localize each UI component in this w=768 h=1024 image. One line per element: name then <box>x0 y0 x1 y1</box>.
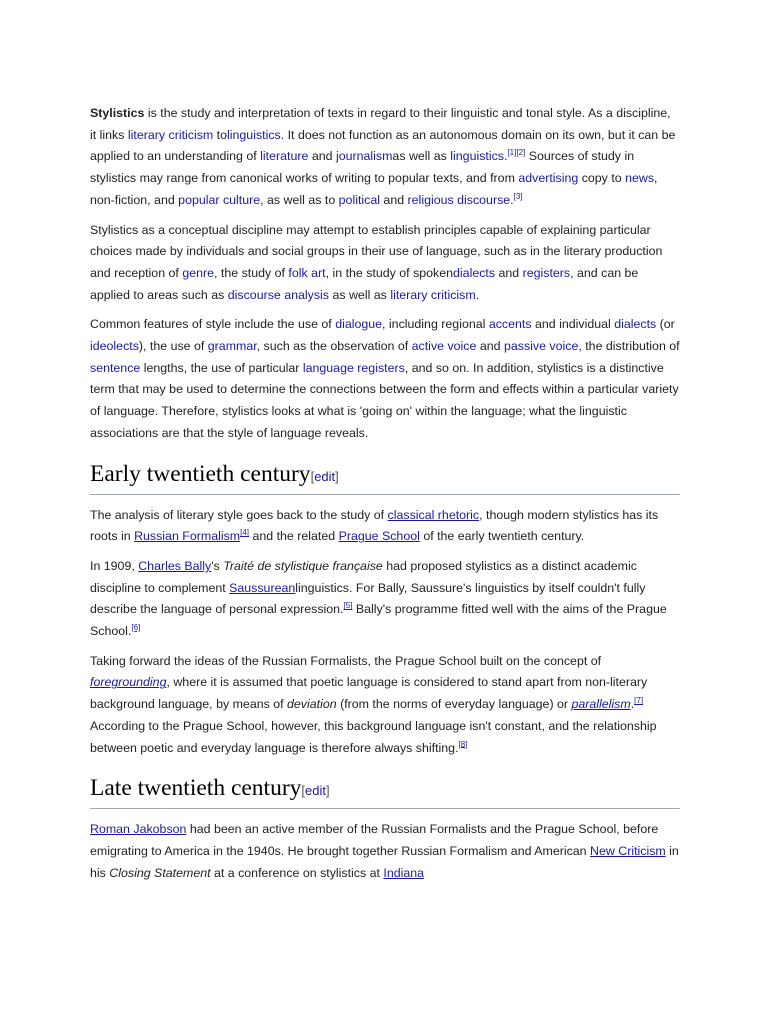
reference-2[interactable]: [2] <box>516 148 526 158</box>
edit-link[interactable]: edit <box>314 468 336 484</box>
reference-7[interactable]: [7] <box>634 696 644 706</box>
link-advertising[interactable]: advertising <box>518 171 579 186</box>
link-russian-formalism[interactable]: Russian Formalism <box>134 529 241 544</box>
link-text: foregrounding <box>90 675 167 690</box>
term-bold: Stylistics <box>90 106 145 120</box>
link-genre[interactable]: genre <box>182 265 215 280</box>
reference-1[interactable]: [1] <box>507 148 517 158</box>
link-literary-criticism-2[interactable]: literary criticism <box>390 287 476 302</box>
text: , non-fiction, and <box>90 171 658 207</box>
paragraph-jakobson <box>90 819 680 884</box>
link-popular-culture[interactable]: popular culture <box>178 192 261 207</box>
text: and individual <box>531 317 615 332</box>
link-journalism[interactable]: journalism <box>335 149 393 164</box>
article-body <box>90 103 680 892</box>
link-grammar[interactable]: grammar <box>207 339 257 354</box>
text: , where it is assumed that poetic language is considered to stand apart from non-literary background language, by means of <box>90 675 648 712</box>
link-literature[interactable]: literature <box>260 149 309 164</box>
link-indiana[interactable]: Indiana <box>383 865 425 880</box>
bracket: ] <box>335 468 339 484</box>
text: copy to <box>578 171 626 186</box>
link-news[interactable]: news <box>625 171 655 186</box>
text: . <box>504 149 508 164</box>
text: , in the study of spoken <box>325 265 454 280</box>
text: and <box>379 192 408 207</box>
text: , and so on. In addition, stylistics is a distinctive term that may be used to determine the connections between the form and effects within a particular variety of language. Therefore, stylistics looks at what is 'going on' within the language; what the linguistic associations are that the style of language reveals. <box>90 360 679 440</box>
link-discourse-analysis[interactable]: discourse analysis <box>227 287 330 302</box>
link-dialects[interactable]: dialects <box>453 265 496 280</box>
link-charles-bally[interactable]: Charles Bally <box>138 558 212 573</box>
intro-paragraph <box>90 103 680 212</box>
text: , though modern stylistics has its roots in <box>90 507 659 544</box>
text: as well as <box>329 287 391 302</box>
italic-title: Closing Statement <box>109 865 211 880</box>
paragraph-analysis <box>90 505 680 548</box>
link-foregrounding[interactable] <box>90 675 166 689</box>
text: to <box>213 127 228 142</box>
text: ), the use of <box>138 339 208 354</box>
link-dialogue[interactable]: dialogue <box>335 317 383 332</box>
link-religious-discourse[interactable]: religious discourse <box>407 192 511 207</box>
text: (or <box>656 317 675 332</box>
text: Taking forward the ideas of the Russian Formalists, the Prague School built on the concept of <box>90 653 602 668</box>
edit-link[interactable]: edit <box>305 783 327 799</box>
link-passive-voice[interactable]: passive voice <box>503 339 579 354</box>
bracket: [ <box>301 783 306 799</box>
paragraph-bally <box>90 556 680 643</box>
reference-6[interactable]: [6] <box>131 622 141 632</box>
reference-8[interactable]: [8] <box>458 739 468 749</box>
link-linguistics[interactable]: linguistics <box>227 127 281 142</box>
text: 's <box>211 558 224 573</box>
link-ideolects[interactable]: ideolects <box>90 339 139 354</box>
text: , as well as to <box>260 192 339 207</box>
text: The analysis of literary style goes back to the study of <box>90 507 388 522</box>
link-language-registers[interactable]: language registers <box>302 360 405 375</box>
text: had proposed stylistics as a distinct academic discipline to complement <box>90 558 637 595</box>
link-registers[interactable]: registers <box>522 265 571 280</box>
link-roman-jakobson[interactable]: Roman Jakobson <box>90 822 187 837</box>
text: In 1909, <box>90 558 139 573</box>
section-heading-early <box>90 459 680 495</box>
text: , the distribution of <box>578 339 680 354</box>
text: and <box>476 339 504 354</box>
text: linguistics. For Bally, Saussure's linguistics by itself couldn't fully describe the language of personal expression. <box>90 580 646 617</box>
link-saussurean[interactable]: Saussurean <box>229 580 296 595</box>
italic-title: Traité de stylistique française <box>223 558 383 573</box>
text: , including regional <box>382 317 489 332</box>
text: had been an active member of the Russian Formalists and the Prague School, before emigrating to America in the 1940s. He brought together Russian Formalism and American <box>90 822 659 858</box>
bracket: [ <box>310 468 315 484</box>
link-classical-rhetoric[interactable]: classical rhetoric <box>387 507 480 522</box>
text: (from the norms of everyday language) or <box>336 697 572 712</box>
paragraph-foregrounding <box>90 651 680 760</box>
text: Common features of style include the use of <box>90 317 336 332</box>
text: . <box>510 192 514 207</box>
text: and <box>308 149 336 164</box>
text: lengths, the use of particular <box>140 360 303 375</box>
link-dialects-2[interactable]: dialects <box>614 317 657 332</box>
reference-5[interactable]: [5] <box>343 601 353 611</box>
link-linguistics-2[interactable]: linguistics <box>450 149 504 164</box>
section-title: Early twentieth century <box>90 460 311 487</box>
bracket: ] <box>326 783 330 799</box>
text: . <box>630 697 635 712</box>
text: Stylistics as a conceptual discipline may attempt to establish principles capable of explaining particular choices made by individuals and social groups in their use of language, such as in the literary production and reception of <box>90 222 663 280</box>
section-title: Late twentieth century <box>90 775 302 802</box>
paragraph-conceptual <box>90 220 680 307</box>
reference-3[interactable]: [3] <box>513 191 523 201</box>
edit-section-link <box>301 783 329 798</box>
text: and the related <box>249 529 339 544</box>
italic-term: deviation <box>287 697 337 712</box>
text: of the early twentieth century. <box>419 529 585 544</box>
section-heading-late <box>90 773 680 809</box>
text: at a conference on stylistics at <box>210 865 384 880</box>
text: . <box>475 287 480 302</box>
link-prague-school[interactable]: Prague School <box>338 529 420 544</box>
text: as well as <box>392 149 451 164</box>
text: Bally's programme fitted well with the aims of the Prague School. <box>90 602 667 639</box>
text: is the study and interpretation of texts in regard to their linguistic and tonal style. As a discipline, it links <box>90 106 671 142</box>
link-parallelism[interactable] <box>571 697 630 711</box>
text: Sources of study in stylistics may range from canonical works of writing to popular texts, and from <box>90 149 635 186</box>
edit-section-link <box>311 469 339 484</box>
link-political[interactable]: political <box>338 192 380 207</box>
link-folk-art[interactable]: folk art <box>288 265 326 280</box>
text: , such as the observation of <box>256 339 412 354</box>
link-text: parallelism <box>571 697 631 712</box>
text: , the study of <box>214 265 289 280</box>
reference-4[interactable]: [4] <box>240 528 250 538</box>
paragraph-features <box>90 314 680 444</box>
link-sentence[interactable]: sentence <box>90 360 141 375</box>
text: in his <box>90 843 679 880</box>
text: and <box>495 265 523 280</box>
link-active-voice[interactable]: active voice <box>411 339 477 354</box>
text: , and can be applied to areas such as <box>90 265 639 302</box>
text: . It does not function as an autonomous domain on its own, but it can be applied to an understanding of <box>90 127 676 164</box>
link-new-criticism[interactable]: New Criticism <box>590 843 666 858</box>
text: According to the Prague School, however, this background language isn't constant, and the relationship between poetic and everyday language is therefore always shifting. <box>90 718 657 755</box>
link-accents[interactable]: accents <box>488 317 532 332</box>
link-literary-criticism[interactable]: literary criticism <box>127 127 214 142</box>
